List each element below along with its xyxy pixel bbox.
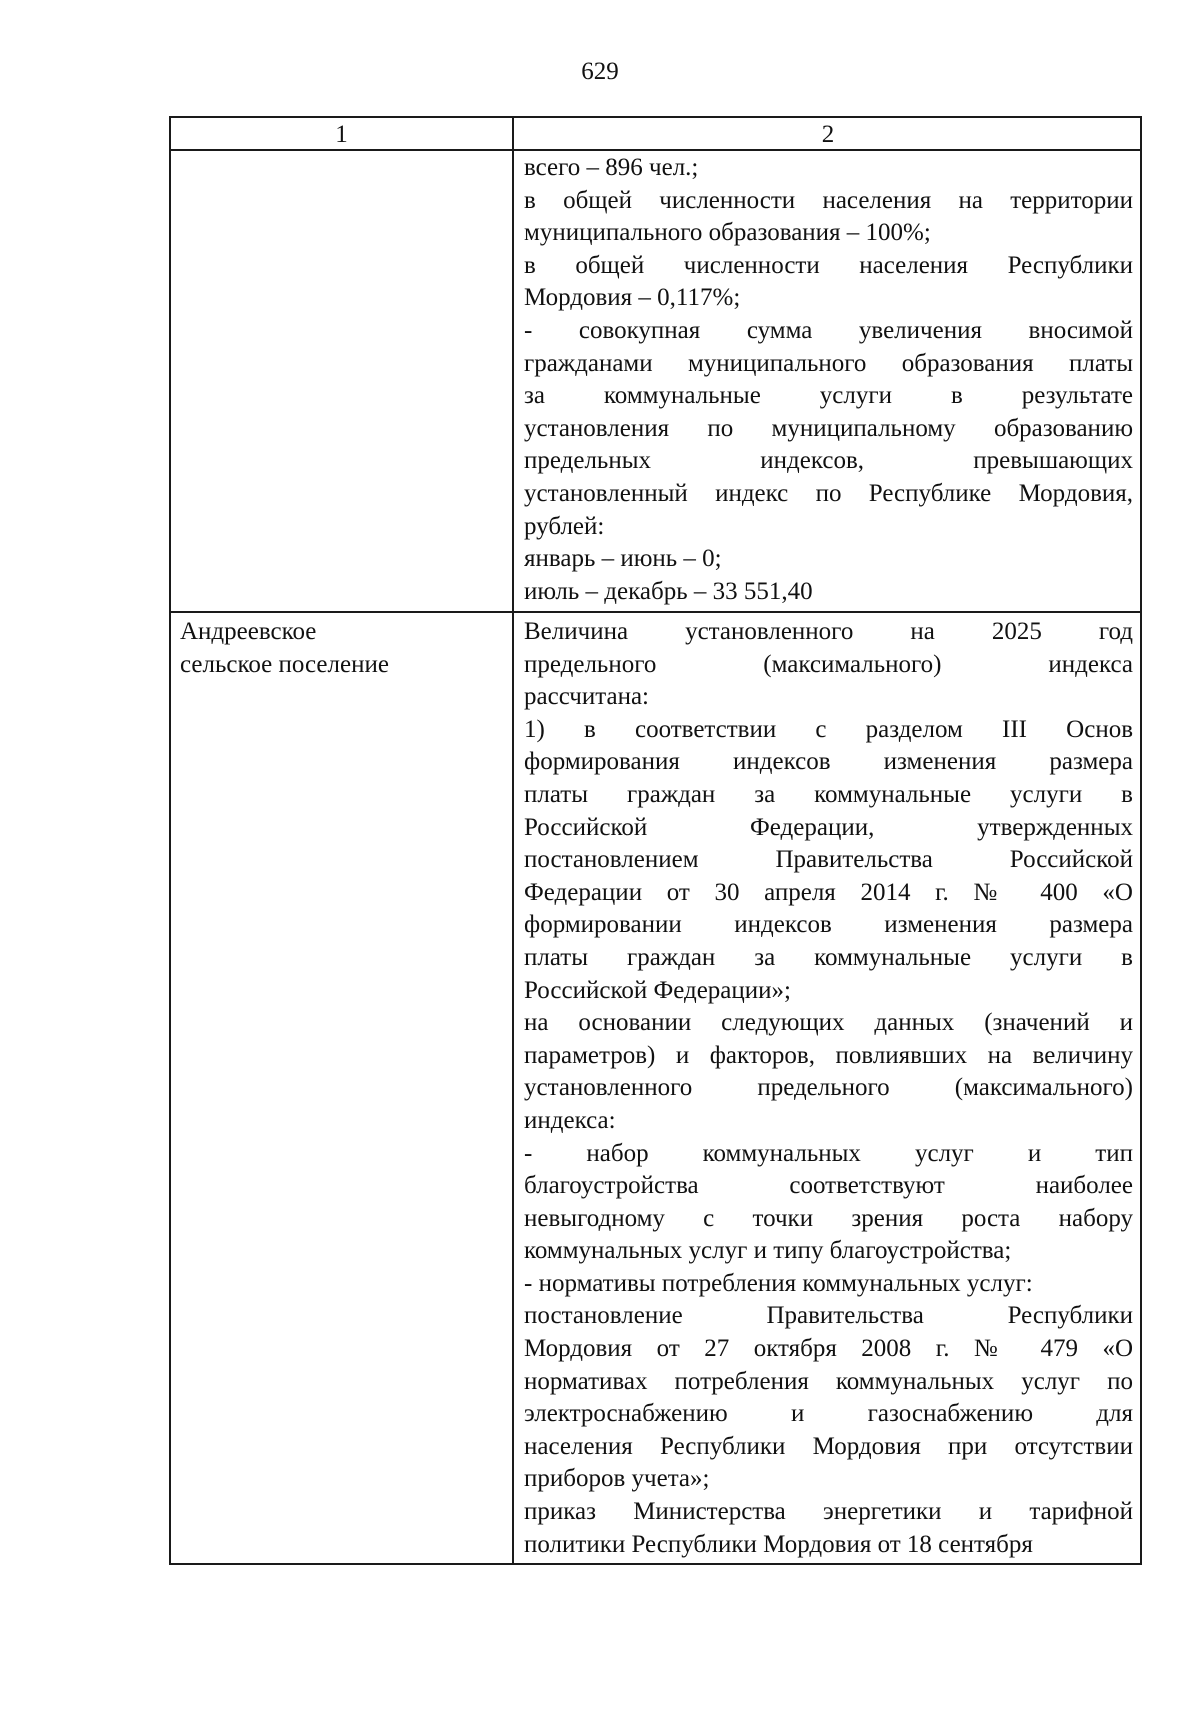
text-line: рублей: — [524, 512, 605, 540]
text-line: коммунальных услуг и типу благоустройства; — [524, 1237, 1012, 1265]
text-line: установленный индекс по Республике Мордовия, — [524, 479, 1133, 507]
row-2-column-2-text — [524, 616, 1133, 1561]
text-line: параметров) и факторов, повлиявших на величину — [524, 1041, 1133, 1069]
text-line: Андреевское — [180, 618, 317, 645]
text-line: январь – июнь – 0; — [524, 545, 722, 573]
text-line: Величина установленного на 2025 год — [524, 618, 1133, 645]
text-line: Российской Федерации, утвержденных — [524, 813, 1133, 841]
text-line: Мордовия – 0,117%; — [524, 284, 741, 312]
text-line: формирования индексов изменения размера — [524, 748, 1133, 776]
text-line: - совокупная сумма увеличения вносимой — [524, 316, 1133, 344]
text-line: приказ Министерства энергетики и тарифной — [524, 1498, 1133, 1526]
text-line: на основании следующих данных (значений и — [524, 1009, 1133, 1037]
text-line: Федерации от 30 апреля 2014 г. № 400 «О — [524, 878, 1133, 906]
text-line: невыгодному с точки зрения роста набору — [524, 1204, 1133, 1232]
text-line: индекса: — [524, 1106, 616, 1134]
text-line: рассчитана: — [524, 683, 649, 711]
text-line: за коммунальные услуги в результате — [524, 382, 1133, 410]
text-line: в общей численности населения Республики — [524, 251, 1133, 279]
text-line: установления по муниципальному образованию — [524, 414, 1133, 442]
text-line: постановлением Правительства Российской — [524, 846, 1133, 874]
text-line: всего – 896 чел.; — [524, 154, 699, 181]
text-line: 1) в соответствии с разделом III Основ — [524, 715, 1133, 743]
text-line: платы граждан за коммунальные услуги в — [524, 943, 1133, 971]
text-line: Мордовия от 27 октября 2008 г. № 479 «О — [524, 1335, 1133, 1363]
text-line: нормативах потребления коммунальных услуг по — [524, 1367, 1133, 1395]
text-line: электроснабжению и газоснабжению для — [524, 1400, 1133, 1428]
text-line: сельское поселение — [180, 650, 389, 678]
text-line: гражданами муниципального образования платы — [524, 349, 1133, 377]
text-line: политики Республики Мордовия от 18 сентября — [524, 1530, 1033, 1558]
text-line: постановление Правительства Республики — [524, 1302, 1133, 1330]
text-line: платы граждан за коммунальные услуги в — [524, 780, 1133, 808]
text-line: предельных индексов, превышающих — [524, 447, 1133, 475]
text-line: формировании индексов изменения размера — [524, 911, 1133, 939]
document-table — [169, 116, 1142, 1565]
header-row-border — [171, 149, 1140, 151]
row-divider — [171, 611, 1140, 613]
text-line: приборов учета»; — [524, 1465, 710, 1493]
text-line: июль – декабрь – 33 551,40 — [524, 577, 813, 605]
text-line: в общей численности населения на территории — [524, 186, 1133, 214]
text-line: предельного (максимального) индекса — [524, 650, 1133, 678]
text-line: установленного предельного (максимального) — [524, 1074, 1133, 1102]
row-2-column-1-text — [180, 616, 500, 681]
text-line: муниципального образования – 100%; — [524, 219, 931, 247]
column-header-1: 1 — [335, 121, 348, 148]
text-line: Российской Федерации»; — [524, 976, 791, 1004]
text-line: - набор коммунальных услуг и тип — [524, 1139, 1133, 1167]
text-line: благоустройства соответствуют наиболее — [524, 1172, 1133, 1200]
page-number: 629 — [581, 58, 619, 85]
column-divider — [512, 118, 514, 1563]
text-line: населения Республики Мордовия при отсутствии — [524, 1432, 1133, 1460]
text-line: - нормативы потребления коммунальных услуг: — [524, 1269, 1033, 1297]
column-header-2: 2 — [821, 121, 835, 148]
row-1-column-2-text — [524, 152, 1133, 608]
